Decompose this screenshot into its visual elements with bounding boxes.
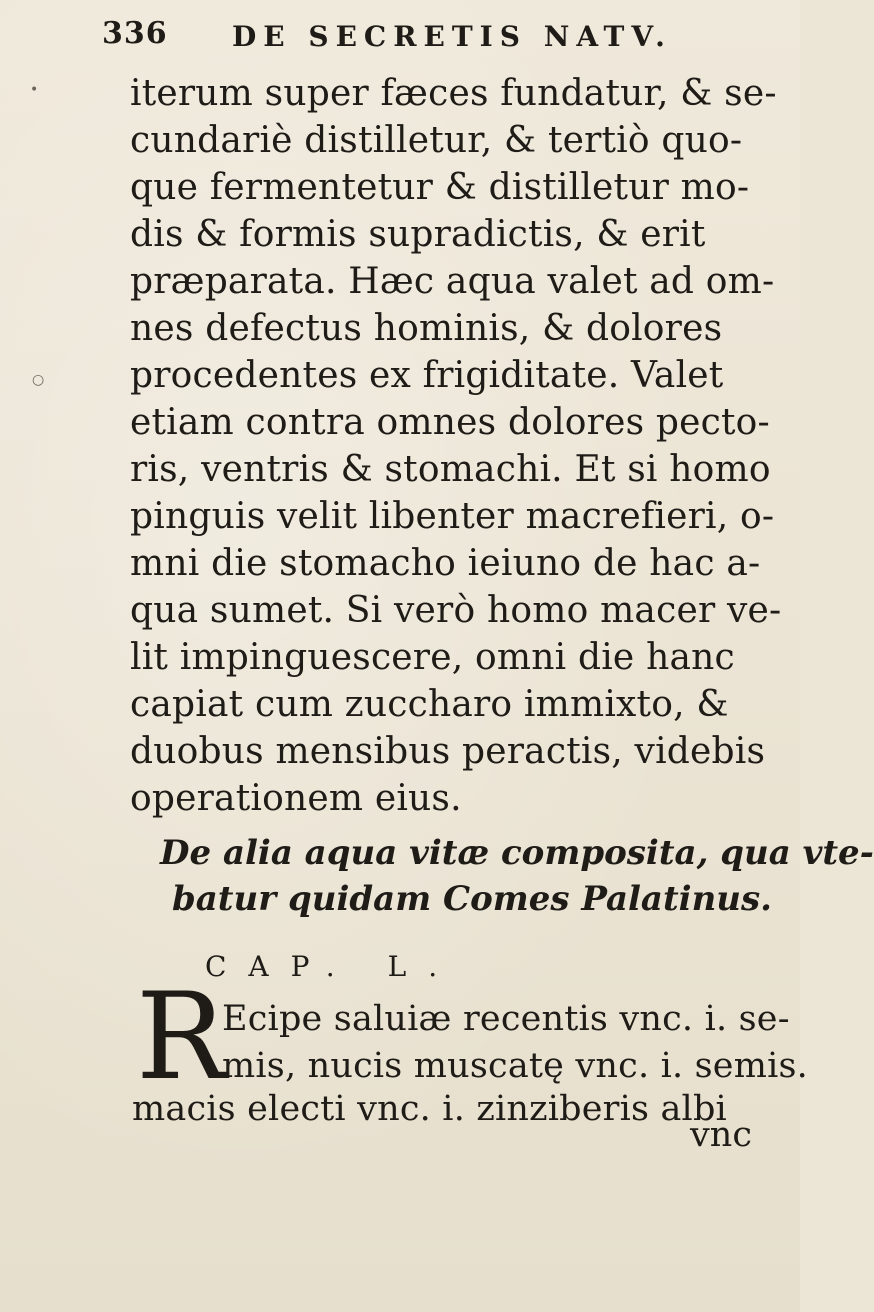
text-line: præparata. Hæc aqua valet ad om- xyxy=(130,261,775,302)
page-number: 336 xyxy=(102,16,168,51)
chapter-heading xyxy=(160,830,874,922)
chapter-heading-line: De alia aqua vitæ composita, qua vte- xyxy=(160,833,874,873)
text-line: lit impinguescere, omni die hanc xyxy=(130,637,735,678)
text-line: que fermentetur & distilletur mo- xyxy=(130,167,750,208)
recipe-text xyxy=(222,996,808,1090)
text-line: duobus mensibus peractis, videbis xyxy=(130,731,766,772)
text-line: procedentes ex frigiditate. Valet xyxy=(130,355,724,396)
chapter-heading-line: batur quidam Comes Palatinus. xyxy=(172,879,772,919)
text-line: etiam contra omnes dolores pecto- xyxy=(130,402,770,443)
catchword: vnc xyxy=(690,1115,752,1155)
body-text xyxy=(130,70,790,822)
recipe-text-continued xyxy=(132,1086,782,1133)
chapter-label: CAP. L. xyxy=(205,950,460,983)
text-line: cundariè distilletur, & tertiò quo- xyxy=(130,120,743,161)
text-line: mis, nucis muscatę vnc. i. semis. xyxy=(222,1046,808,1086)
text-line: mni die stomacho ieiuno de hac a- xyxy=(130,543,761,584)
text-line: dis & formis supradictis, & erit xyxy=(130,214,706,255)
text-line: operationem eius. xyxy=(130,778,462,819)
text-line: Ecipe saluiæ recentis vnc. i. se- xyxy=(222,999,790,1039)
text-line: qua sumet. Si verò homo macer ve- xyxy=(130,590,782,631)
text-line: capiat cum zuccharo immixto, & xyxy=(130,684,729,725)
page-header xyxy=(102,12,722,58)
margin-mark: • xyxy=(30,82,39,98)
text-line: macis electi vnc. i. zinziberis albi xyxy=(132,1089,727,1129)
margin-mark: ○ xyxy=(32,372,45,388)
running-head: DE SECRETIS NATV. xyxy=(232,20,672,53)
text-line: nes defectus hominis, & dolores xyxy=(130,308,723,349)
text-line: iterum super fæces fundatur, & se- xyxy=(130,73,777,114)
drop-cap: R xyxy=(136,968,227,1107)
text-line: pinguis velit libenter macrefieri, o- xyxy=(130,496,775,537)
text-line: ris, ventris & stomachi. Et si homo xyxy=(130,449,771,490)
